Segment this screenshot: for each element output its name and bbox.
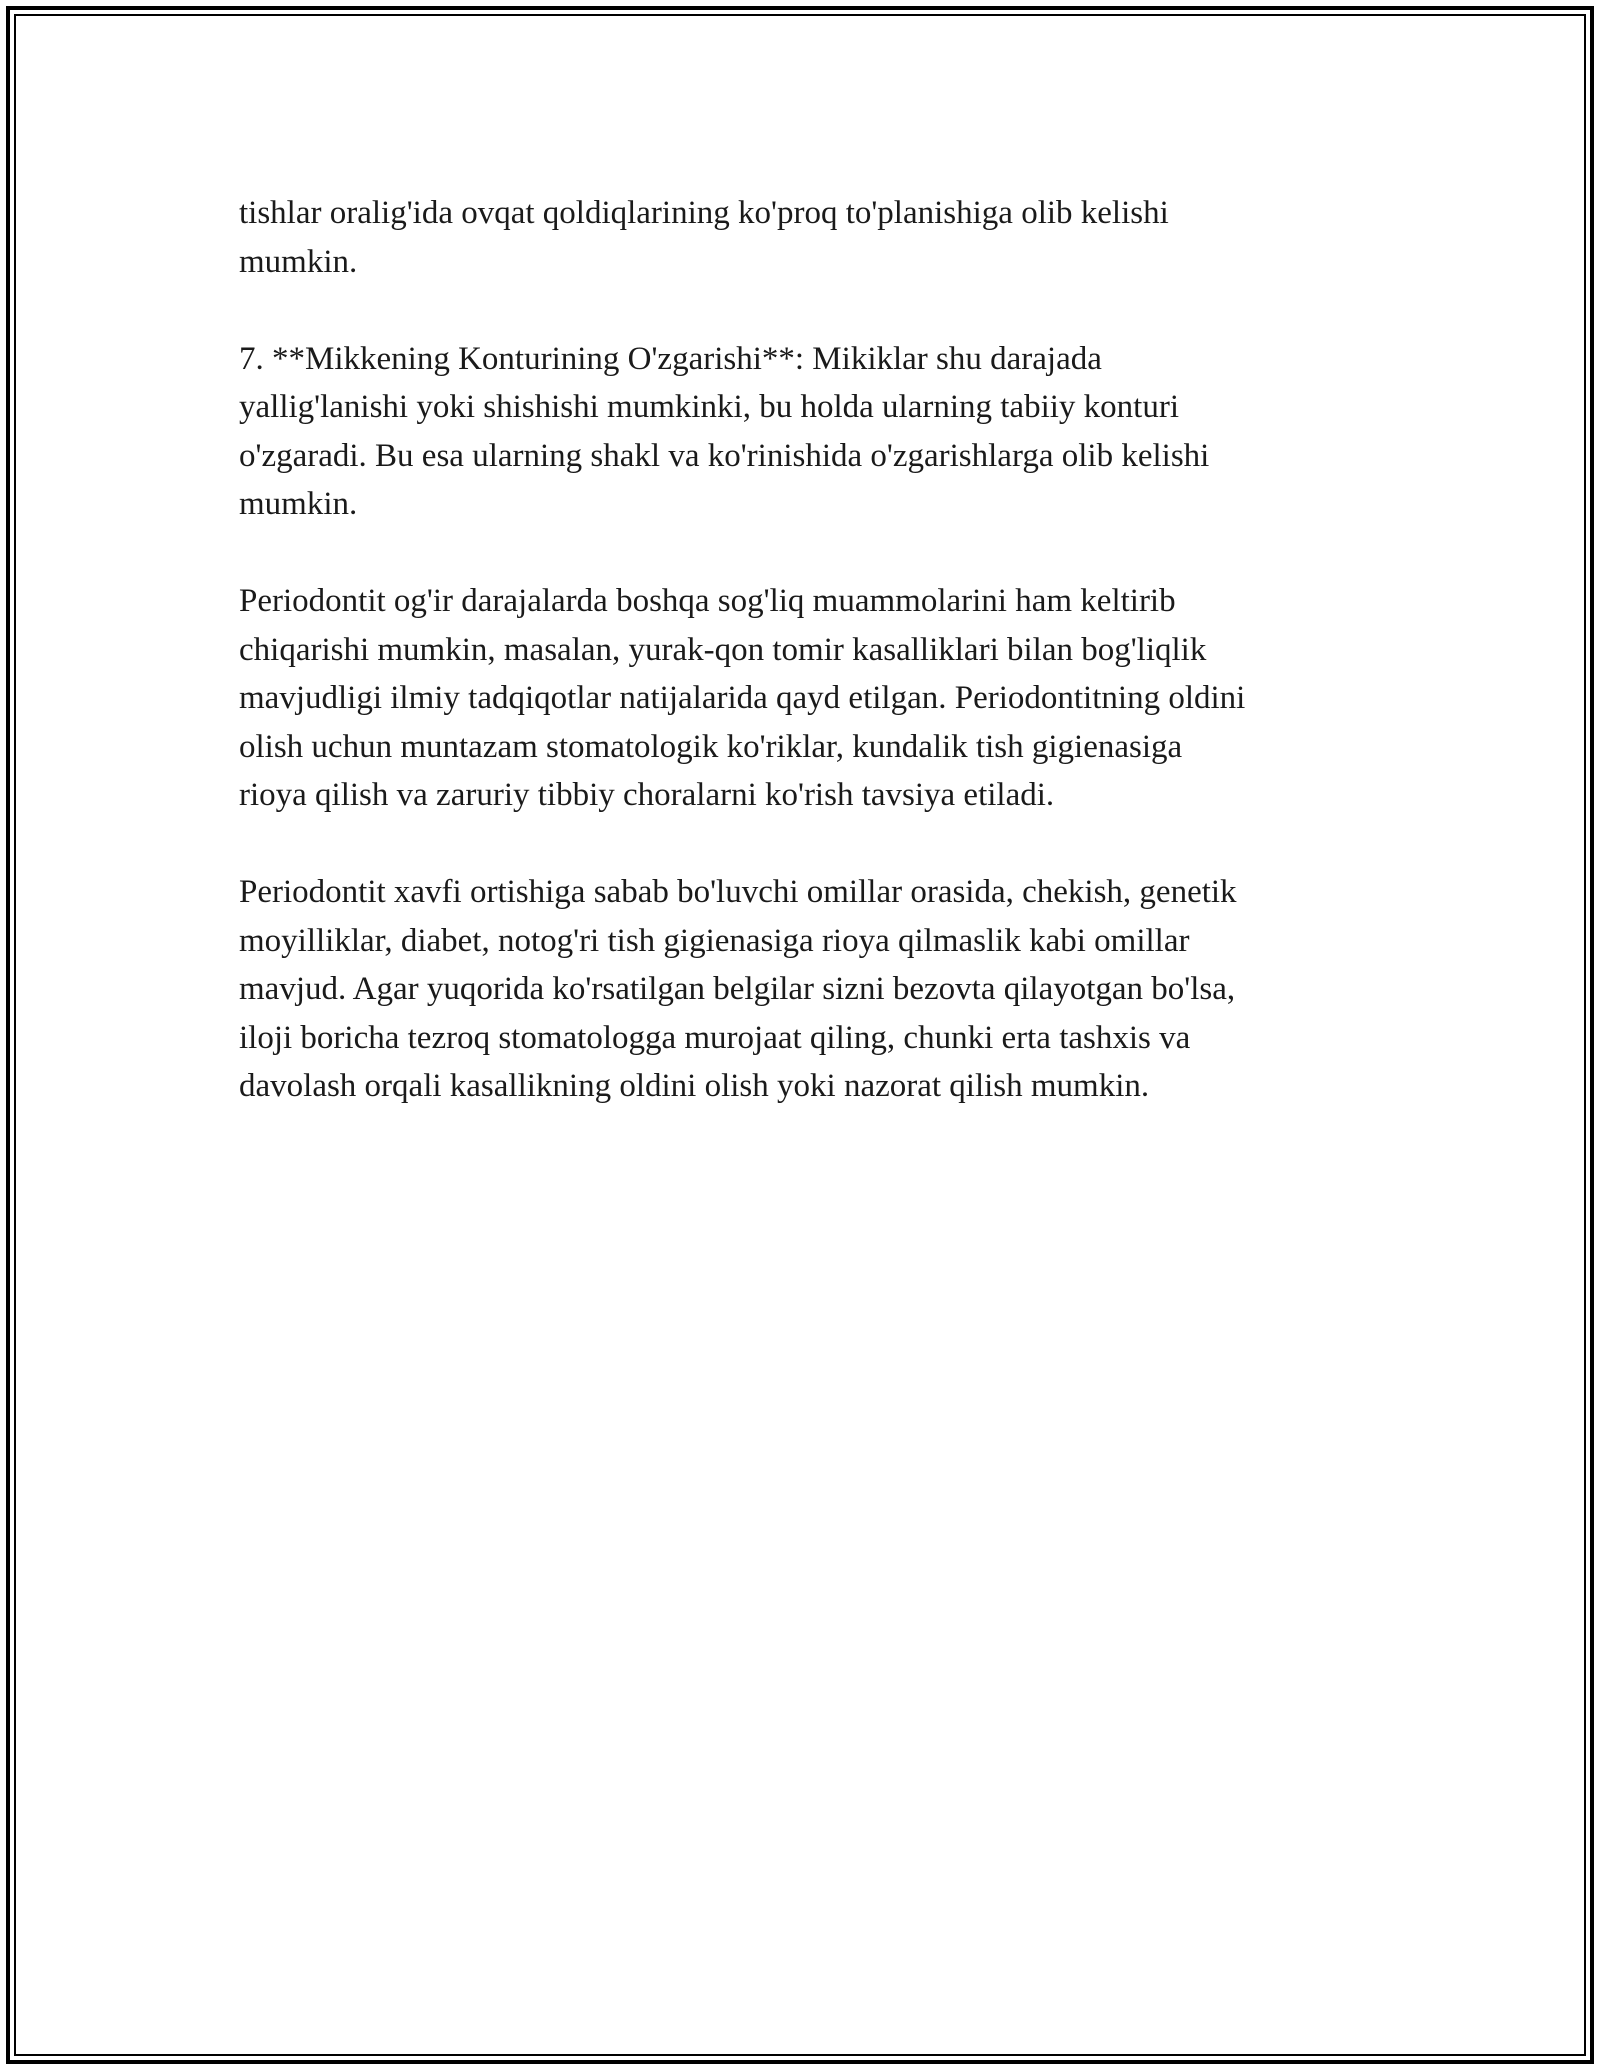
document-body <box>239 189 1419 1159</box>
paragraph-item-7: 7. **Mikkening Konturining O'zgarishi**: Mikiklar shu darajada yallig'lanishi yoki shishishi mumkinki, bu holda ularning tabiiy konturi o'zgaradi. Bu esa ularning shakl va ko'rinishida o'zgarishlarga olib kelishi mumkin. <box>239 340 1210 522</box>
page-frame <box>6 6 1594 2064</box>
paragraph-complications: Periodontit og'ir darajalarda boshqa sog'liq muammolarini ham keltirib chiqarishi mumkin, masalan, yurak-qon tomir kasalliklari bilan bog'liqlik mavjudligi ilmiy tadqiqotlar natijalarida qayd etilgan. Periodontitning oldini olish uchun muntazam stomatologik ko'riklar, kundalik tish gigienasiga rioya qilish va zaruriy tibbiy choralarni ko'rish tavsiya etiladi. <box>239 583 1246 813</box>
paragraph-continuation: tishlar oralig'ida ovqat qoldiqlarining ko'proq to'planishiga olib kelishi mumkin. <box>239 195 1169 280</box>
paragraph-risk-factors: Periodontit xavfi ortishiga sabab bo'luvchi omillar orasida, chekish, genetik moyilliklar, diabet, notog'ri tish gigienasiga rioya qilmaslik kabi omillar mavjud. Agar yuqorida ko'rsatilgan belgilar sizni bezovta qilayotgan bo'lsa, iloji boricha tezroq stomatologga murojaat qiling, chunki erta tashxis va davolash orqali kasallikning oldini olish yoki nazorat qilish mumkin. <box>239 874 1237 1104</box>
